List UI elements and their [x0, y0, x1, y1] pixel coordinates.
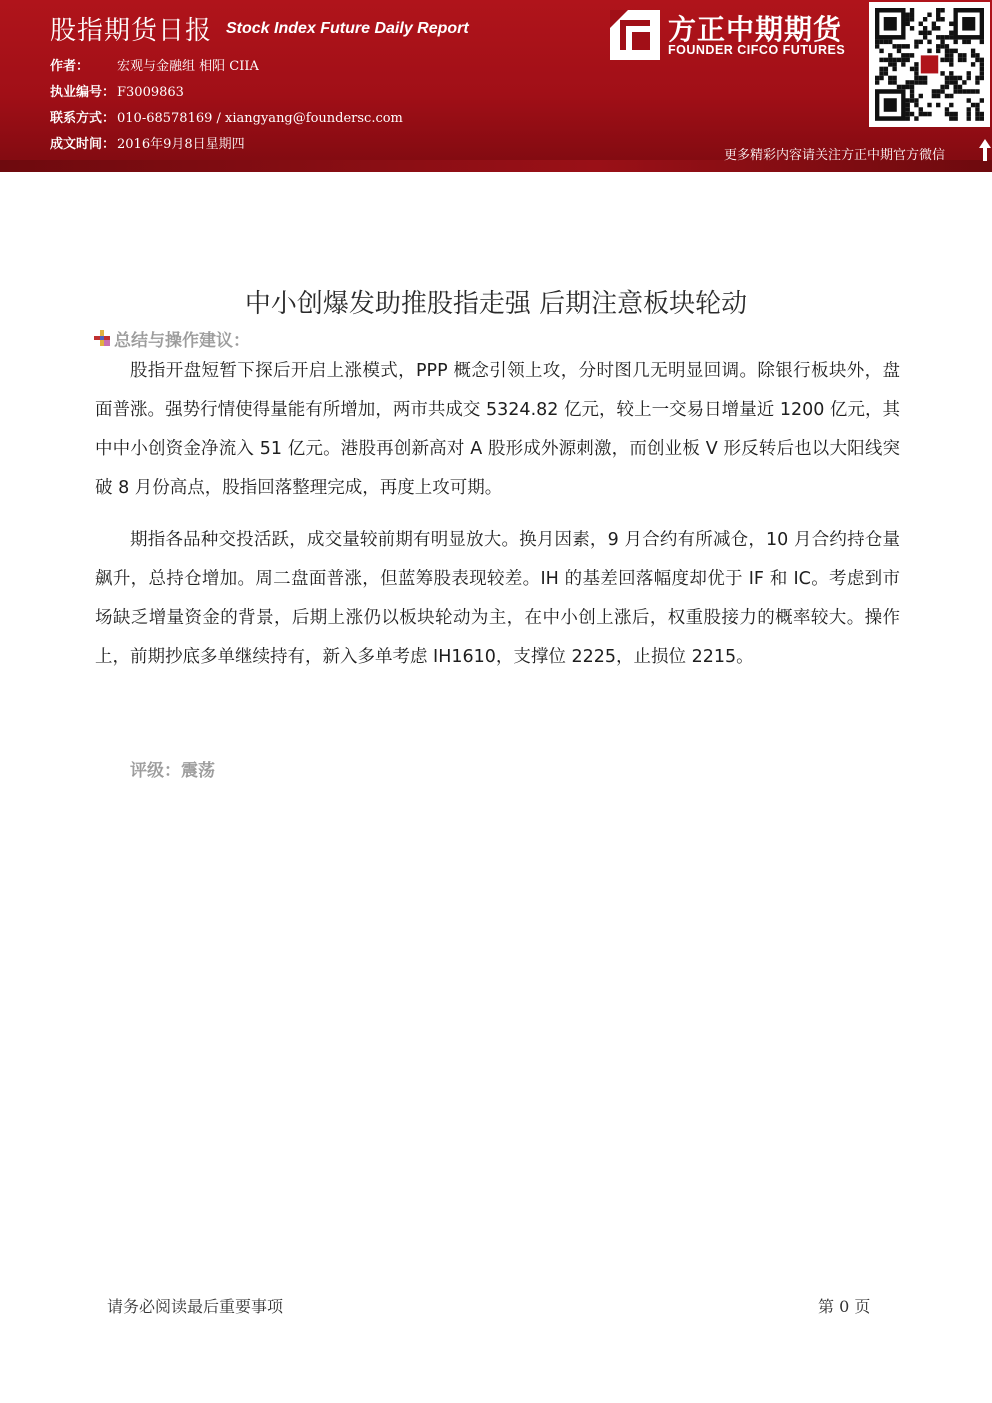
meta-date-key: 成文时间： — [50, 137, 116, 152]
logo-mark-icon — [610, 10, 660, 60]
meta-author-value: 宏观与金融组 相阳 CIIA — [117, 59, 259, 74]
bullet-cross-icon — [94, 330, 110, 346]
paragraph-1: 股指开盘短暂下探后开启上涨模式，PPP 概念引领上攻，分时图几无明显回调。除银行板块外，盘面普涨。强势行情使得量能有所增加，两市共成交 5324.82 亿元，较上一交易日增量近 1200 亿元，其中中小创资金净流入 51 亿元。港股再创新高对 A 股形成外源刺激，而创业板 V 形反转后也以大阳线突破 8 月份高点，股指回落整理完成，再度上攻可期。 — [95, 361, 900, 498]
meta-license — [50, 81, 184, 100]
meta-author — [50, 55, 259, 74]
meta-author-key: 作者： — [50, 59, 90, 74]
qr-code-icon — [875, 8, 984, 121]
company-logo — [610, 8, 860, 62]
paragraph-2: 期指各品种交投活跃，成交量较前期有明显放大。换月因素，9 月合约有所减仓，10 月合约持仓量飙升，总持仓增加。周二盘面普涨，但蓝筹股表现较差。IH 的基差回落幅度却优于 IF 和 IC。考虑到市场缺乏增量资金的背景，后期上涨仍以板块轮动为主，在中小创上涨后，权重股接力的概率较大。操作上，前期抄底多单继续持有，新入多单考虑 IH1610，支撑位 2225，止损位 2215。 — [95, 530, 900, 667]
meta-license-value: F3009863 — [117, 85, 184, 100]
footer-notice: 请务必阅读最后重要事项 — [107, 1297, 284, 1316]
section-heading: 总结与操作建议： — [114, 331, 250, 351]
logo-text-en: FOUNDER CIFCO FUTURES — [668, 43, 846, 57]
meta-date — [50, 133, 245, 152]
page-number: 第 0 页 — [818, 1297, 871, 1316]
meta-contact — [50, 107, 403, 126]
logo-text-cn: 方正中期期货 — [668, 13, 843, 46]
up-arrow-icon — [978, 138, 992, 162]
meta-contact-key: 联系方式： — [50, 111, 116, 126]
meta-contact-value[interactable]: 010-68578169 / xiangyang@foundersc.com — [117, 111, 403, 126]
document-title: 中小创爆发助推股指走强 后期注意板块轮动 — [244, 289, 748, 319]
report-title-en: Stock Index Future Daily Report — [226, 20, 469, 37]
meta-date-value: 2016年9月8日星期四 — [117, 137, 245, 152]
wechat-qr-code[interactable] — [869, 2, 990, 127]
follow-wechat-text: 更多精彩内容请关注方正中期官方微信 — [724, 148, 946, 163]
rating-label: 评级：震荡 — [130, 761, 215, 781]
report-header — [0, 0, 992, 172]
meta-license-key: 执业编号： — [50, 85, 116, 100]
report-title-cn: 股指期货日报 — [50, 16, 213, 46]
